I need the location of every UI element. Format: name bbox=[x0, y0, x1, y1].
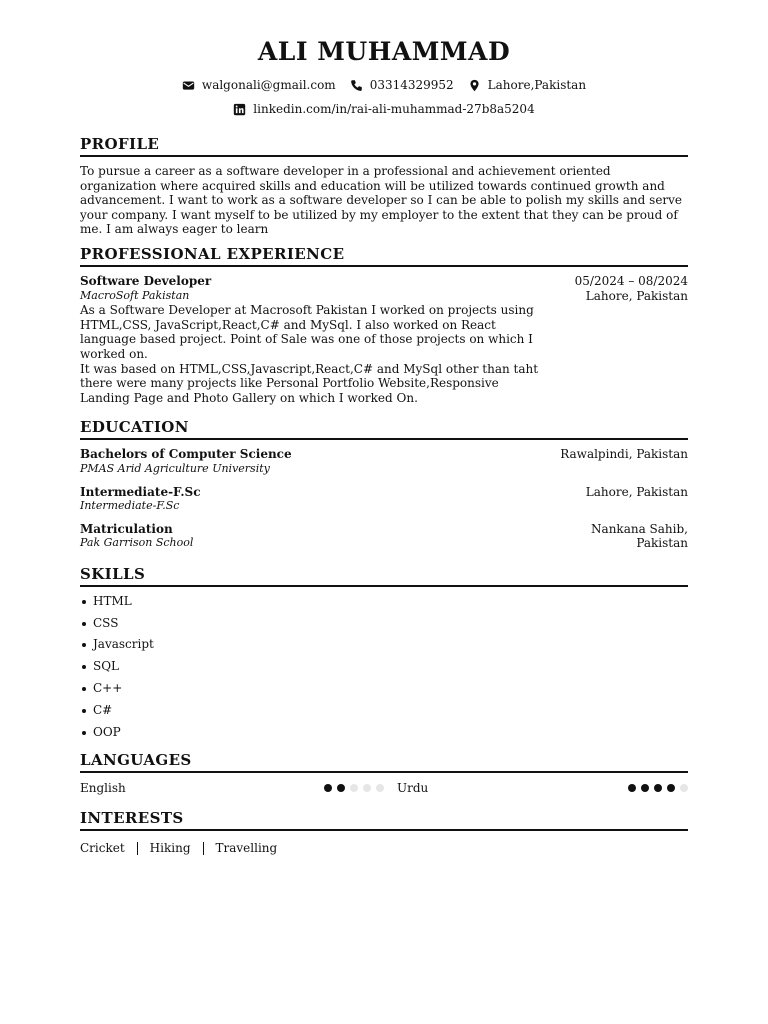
candidate-name: ALI MUHAMMAD bbox=[257, 37, 511, 66]
skill-item bbox=[80, 722, 688, 744]
education-location: Lahore, Pakistan bbox=[585, 484, 688, 499]
language-urdu bbox=[384, 780, 688, 796]
profile-text: To pursue a career as a software developer in a professional and achievement oriented organization where acquired skills and education will be utilized towards continued growth and advancement. I want to work as a software developer so I can be able to polish my skills and serve your company. I want myself to be utilized by my employer to the extent that they can be proud of me. I am always eager to learn bbox=[80, 164, 683, 237]
education-details bbox=[80, 447, 550, 476]
profile-heading: PROFILE bbox=[80, 135, 688, 157]
interests-heading: INTERESTS bbox=[80, 809, 688, 831]
job-dates: 05/2024 – 08/2024 bbox=[574, 273, 688, 288]
job-title: Software Developer bbox=[80, 273, 212, 288]
interests-row bbox=[80, 840, 688, 856]
proficiency-dot-filled bbox=[641, 784, 649, 792]
skill-label: CSS bbox=[93, 615, 119, 630]
proficiency-dot-filled bbox=[337, 784, 345, 792]
skill-item bbox=[80, 591, 688, 613]
bullet-icon bbox=[82, 622, 86, 626]
location-item bbox=[468, 77, 586, 93]
linkedin-item[interactable] bbox=[233, 101, 534, 117]
proficiency-dot-filled bbox=[324, 784, 332, 792]
proficiency-dot-empty bbox=[376, 784, 384, 792]
language-english bbox=[80, 780, 384, 796]
linkedin-row bbox=[80, 101, 688, 117]
language-name: English bbox=[80, 781, 126, 796]
job-location: Lahore, Pakistan bbox=[585, 288, 688, 303]
proficiency-dots bbox=[324, 784, 384, 792]
phone-icon bbox=[350, 79, 363, 92]
skill-label: SQL bbox=[93, 659, 120, 674]
skill-label: C# bbox=[93, 702, 113, 717]
contact-row bbox=[80, 77, 688, 93]
proficiency-dot-filled bbox=[654, 784, 662, 792]
skill-label: HTML bbox=[93, 593, 132, 608]
skill-item bbox=[80, 700, 688, 722]
education-entry bbox=[80, 522, 688, 551]
education-heading: EDUCATION bbox=[80, 418, 688, 440]
linkedin-text: linkedin.com/in/rai-ali-muhammad-27b8a5204 bbox=[253, 102, 535, 116]
experience-details bbox=[80, 274, 550, 405]
job-description-continued: It was based on HTML,CSS,Javascript,React,C# and MySql other than taht there were many projects like Personal Portfolio Website,Responsive Landing Page and Photo Gallery on which I worked On. bbox=[80, 361, 539, 405]
skill-item bbox=[80, 656, 688, 678]
education-location: Rawalpindi, Pakistan bbox=[560, 447, 688, 462]
languages-heading: LANGUAGES bbox=[80, 751, 688, 773]
bullet-icon bbox=[82, 731, 86, 735]
bullet-icon bbox=[82, 687, 86, 691]
divider bbox=[203, 842, 204, 855]
skill-label: OOP bbox=[93, 724, 121, 739]
education-entry bbox=[80, 485, 688, 514]
proficiency-dot-empty bbox=[350, 784, 358, 792]
skill-label: C++ bbox=[93, 681, 123, 696]
location-pin-icon bbox=[468, 79, 481, 92]
job-description: As a Software Developer at Macrosoft Pakistan I worked on projects using HTML,CSS, JavaScript,React,C# and MySql. I also worked on React language based project. Point of Sale was one of those projects on which I worked on. bbox=[80, 303, 534, 361]
email-text: walgonali@gmail.com bbox=[201, 78, 336, 92]
skill-label: Javascript bbox=[93, 637, 154, 652]
experience-entry bbox=[80, 274, 688, 405]
skills-heading: SKILLS bbox=[80, 565, 688, 587]
education-entry bbox=[80, 447, 688, 476]
proficiency-dot-filled bbox=[628, 784, 636, 792]
interest-item: Hiking bbox=[149, 841, 191, 856]
school-name: PMAS Arid Agriculture University bbox=[80, 461, 270, 475]
company-name: MacroSoft Pakistan bbox=[80, 288, 190, 302]
education-location bbox=[591, 522, 688, 551]
degree-title: Matriculation bbox=[80, 521, 173, 536]
skill-item bbox=[80, 678, 688, 700]
degree-title: Intermediate-F.Sc bbox=[80, 484, 201, 499]
resume-page bbox=[80, 0, 688, 856]
education-details bbox=[80, 485, 550, 514]
bullet-icon bbox=[82, 600, 86, 604]
bullet-icon bbox=[82, 709, 86, 713]
languages-row bbox=[80, 780, 688, 796]
location-text: Lahore,Pakistan bbox=[487, 78, 587, 92]
proficiency-dot-empty bbox=[680, 784, 688, 792]
skill-item bbox=[80, 613, 688, 635]
divider bbox=[137, 842, 138, 855]
skills-list bbox=[80, 591, 688, 744]
proficiency-dot-empty bbox=[363, 784, 371, 792]
bullet-icon bbox=[82, 665, 86, 669]
interest-item: Travelling bbox=[215, 841, 278, 856]
location-line-1: Nankana Sahib, bbox=[591, 521, 688, 536]
skill-item bbox=[80, 634, 688, 656]
experience-heading: PROFESSIONAL EXPERIENCE bbox=[80, 245, 688, 267]
degree-title: Bachelors of Computer Science bbox=[80, 447, 292, 462]
phone-item[interactable] bbox=[350, 77, 454, 93]
language-name: Urdu bbox=[397, 781, 429, 796]
experience-meta bbox=[575, 274, 688, 405]
school-name: Pak Garrison School bbox=[80, 536, 194, 550]
proficiency-dots bbox=[628, 784, 688, 792]
school-name: Intermediate-F.Sc bbox=[80, 499, 180, 513]
location-line-2: Pakistan bbox=[636, 536, 688, 551]
phone-text: 03314329952 bbox=[369, 78, 454, 92]
linkedin-icon bbox=[233, 103, 246, 116]
bullet-icon bbox=[82, 643, 86, 647]
interest-item: Cricket bbox=[80, 841, 125, 856]
education-details bbox=[80, 522, 550, 551]
envelope-icon bbox=[182, 79, 195, 92]
proficiency-dot-filled bbox=[667, 784, 675, 792]
email-item[interactable] bbox=[182, 77, 336, 93]
